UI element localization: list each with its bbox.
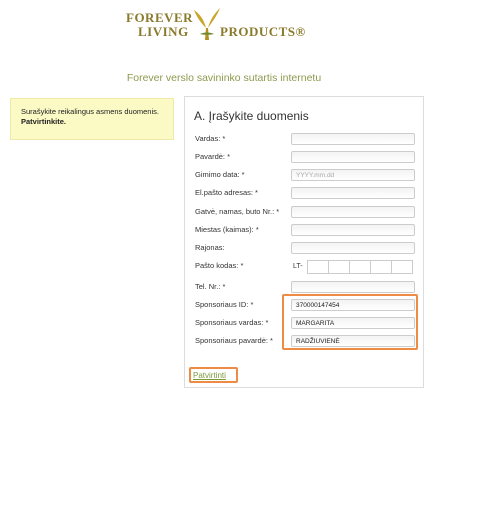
field-label: El.pašto adresas: * <box>195 188 258 197</box>
form-row-city <box>195 224 417 237</box>
phone-input[interactable] <box>291 281 415 293</box>
postal-digit-input[interactable] <box>349 260 371 274</box>
form-row-email <box>195 187 417 200</box>
field-label: Miestas (kaimas): * <box>195 225 259 234</box>
logo-text-products: PRODUCTS® <box>220 24 306 39</box>
city-input[interactable] <box>291 224 415 236</box>
form-row-last-name <box>195 151 417 164</box>
forever-living-logo <box>124 4 304 44</box>
submit-link[interactable]: Patvirtinti <box>193 371 226 380</box>
postal-digit-input[interactable] <box>391 260 413 274</box>
postal-digit-input[interactable] <box>307 260 329 274</box>
form-row-phone <box>195 281 417 294</box>
form-row-postal-code <box>195 260 417 275</box>
birth-date-input[interactable]: YYYY.mm.dd <box>291 169 415 181</box>
form-row-birth-date <box>195 169 417 182</box>
postal-prefix: LT- <box>293 263 303 270</box>
instruction-note-text: Surašykite reikalingus asmens duomenis. <box>21 107 159 116</box>
postal-digit-input[interactable] <box>370 260 392 274</box>
form-heading: A. Įrašykite duomenis <box>194 109 309 123</box>
sponsor-id-input[interactable]: 370000147454 <box>291 299 415 311</box>
district-input[interactable] <box>291 242 415 254</box>
field-label: Gimimo data: * <box>195 170 245 179</box>
field-label: Tel. Nr.: * <box>195 282 226 291</box>
postal-digit-input[interactable] <box>328 260 350 274</box>
field-label: Rajonas: <box>195 243 225 252</box>
form-row-district <box>195 242 417 255</box>
form-row-street <box>195 206 417 219</box>
field-label: Vardas: * <box>195 134 226 143</box>
field-label: Pavardė: * <box>195 152 231 161</box>
instruction-note-strong: Patvirtinkite. <box>21 117 67 126</box>
field-label: Sponsoriaus ID: * <box>195 300 254 309</box>
sponsor-first-name-input[interactable]: MARGARITA <box>291 317 415 329</box>
page-title: Forever verslo savininko sutartis internetu <box>126 72 322 84</box>
email-input[interactable] <box>291 187 415 199</box>
aloe-eagle-icon <box>190 4 224 42</box>
instruction-note <box>10 98 174 140</box>
field-label: Sponsoriaus pavardė: * <box>195 336 273 345</box>
last-name-input[interactable] <box>291 151 415 163</box>
sponsor-fields-highlight <box>282 294 418 350</box>
sponsor-last-name-input[interactable]: RADŽIUVIENĖ <box>291 335 415 347</box>
first-name-input[interactable] <box>291 133 415 145</box>
street-input[interactable] <box>291 206 415 218</box>
logo-text-forever: FOREVER <box>126 10 194 25</box>
field-label: Sponsoriaus vardas: * <box>195 318 269 327</box>
logo-text-living: LIVING <box>138 24 189 39</box>
field-label: Gatvė, namas, buto Nr.: * <box>195 207 280 216</box>
field-label: Pašto kodas: * <box>195 261 244 270</box>
form-row-first-name <box>195 133 417 146</box>
